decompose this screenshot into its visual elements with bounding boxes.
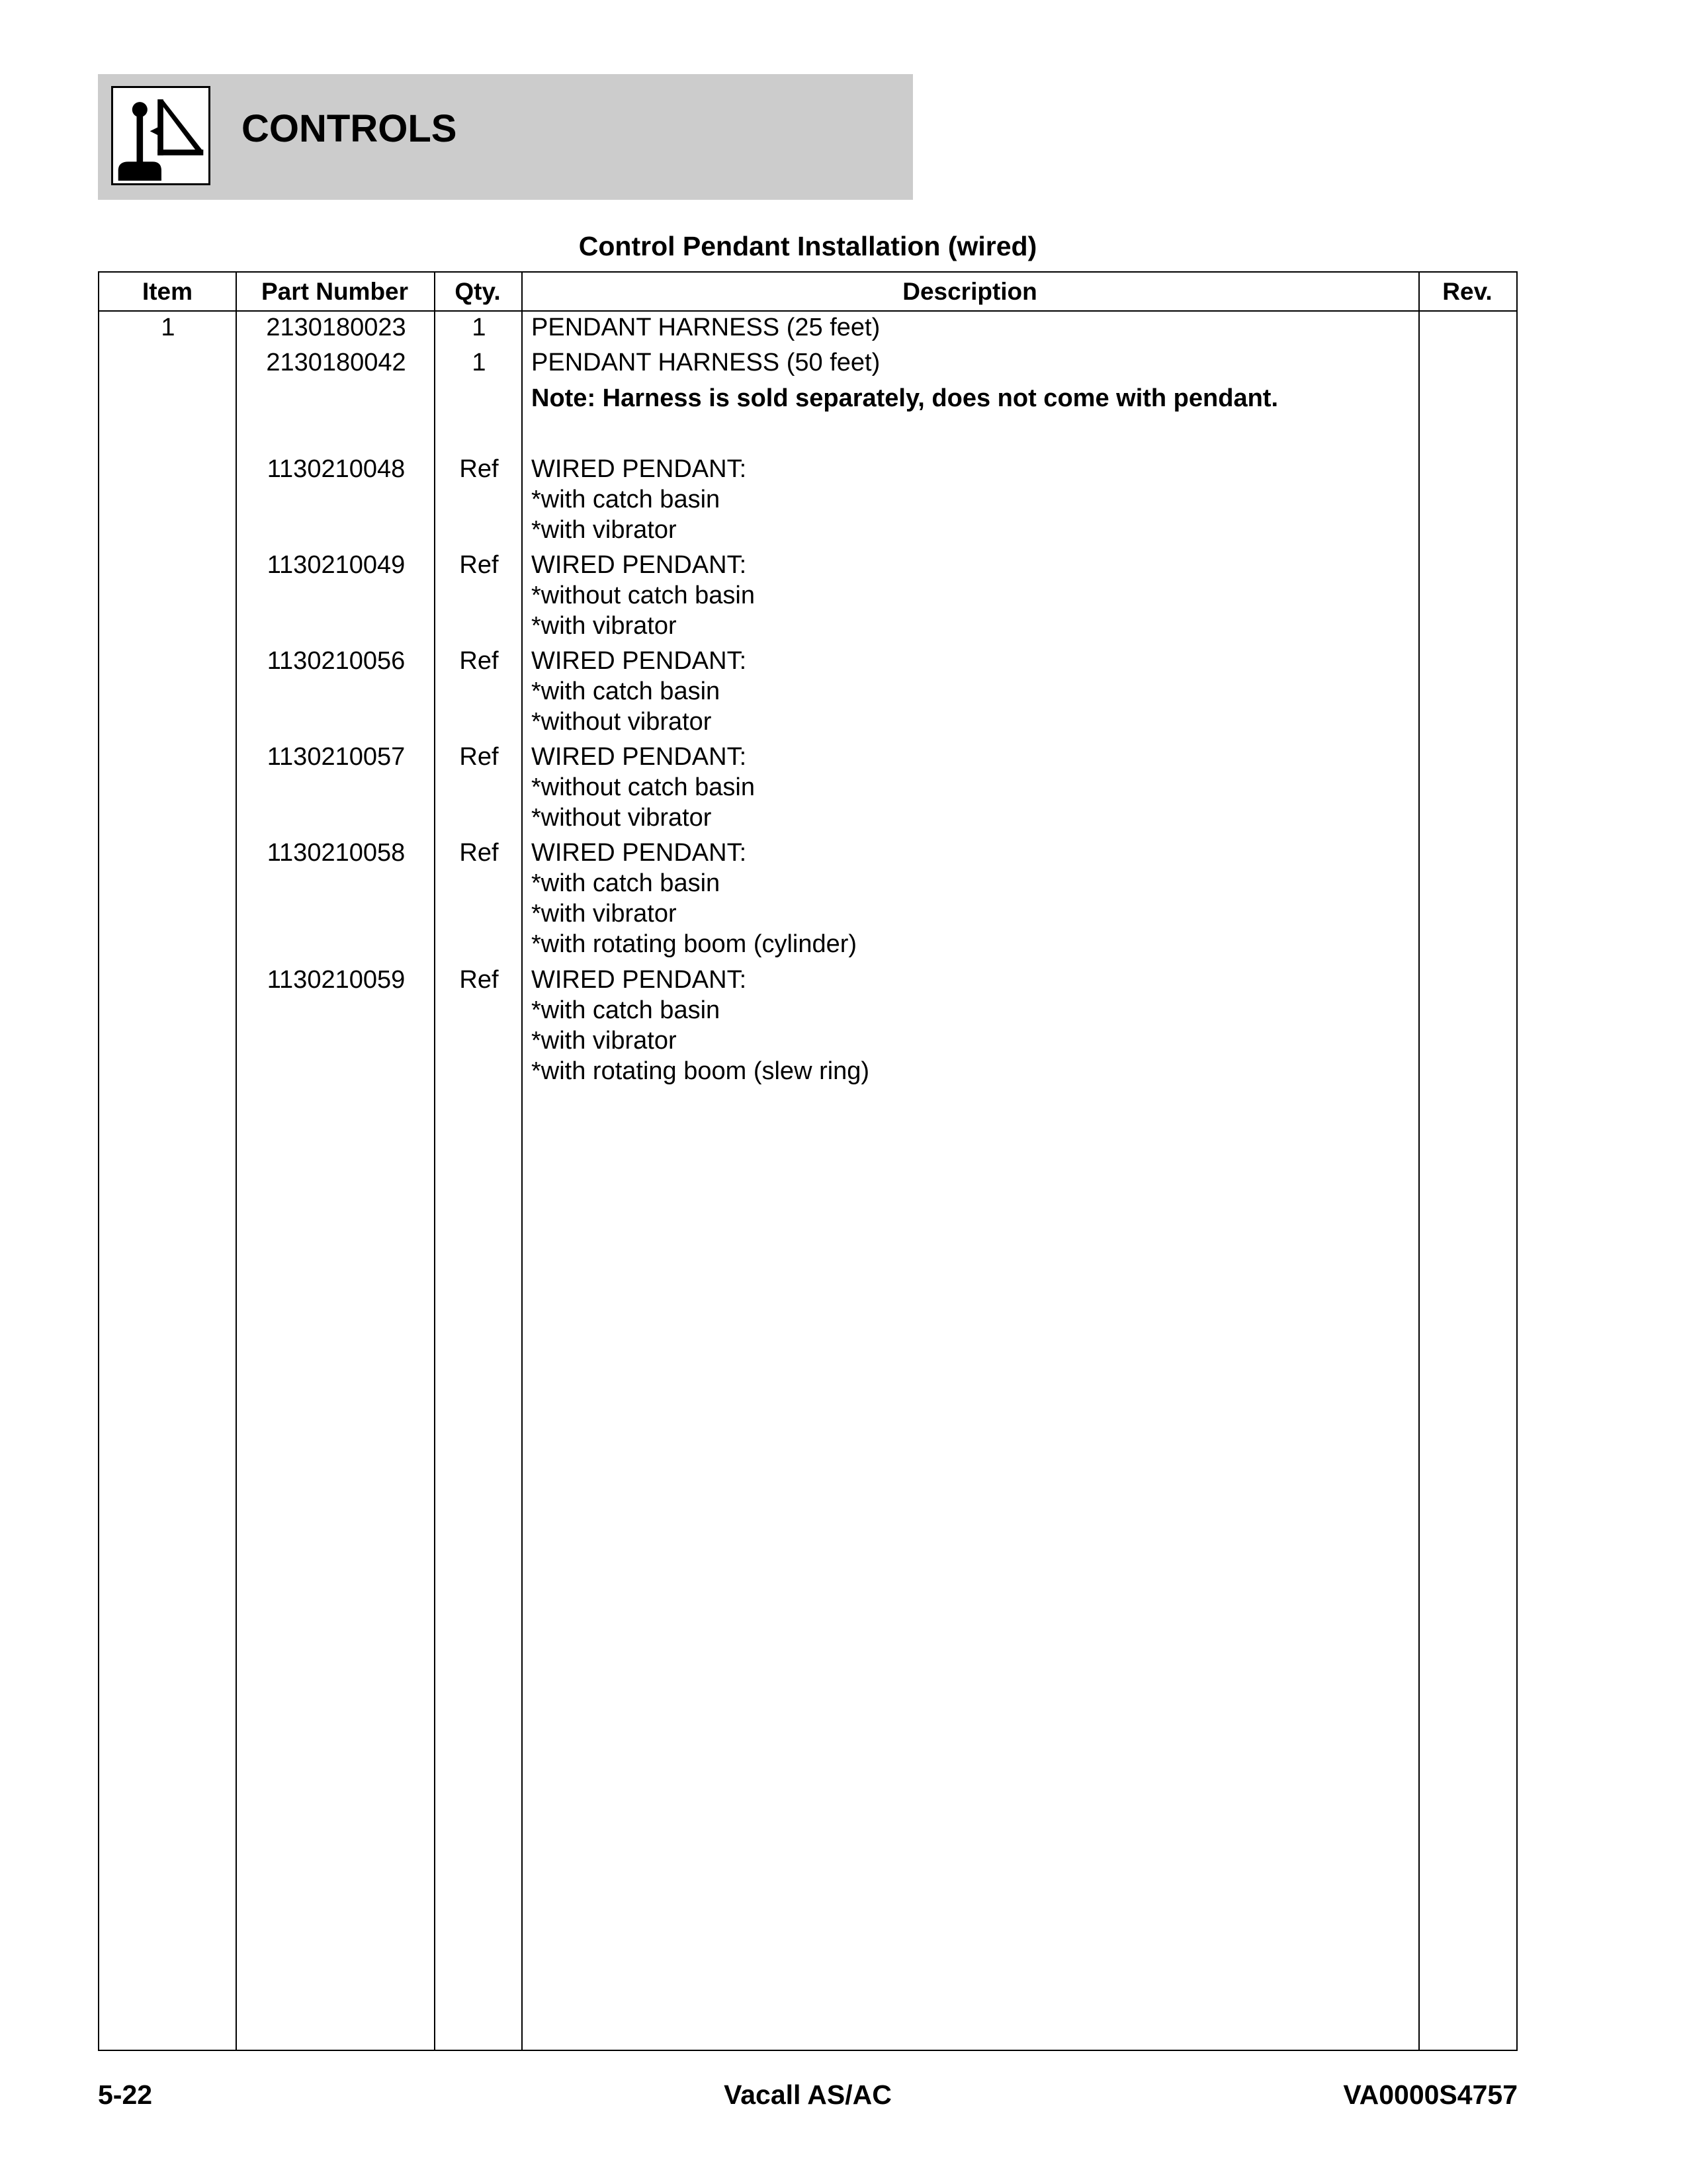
description-line: *with catch basin [531, 869, 720, 897]
description-line: *with vibrator [531, 516, 677, 544]
column-divider [1418, 273, 1420, 2050]
description-line: PENDANT HARNESS (50 feet) [531, 349, 881, 376]
description-line: *with rotating boom (cylinder) [531, 930, 857, 958]
description-line: *with vibrator [531, 612, 677, 640]
header-divider [99, 310, 1516, 312]
description-line: *with catch basin [531, 677, 720, 705]
row-part-number: 2130180023 [266, 314, 406, 341]
row-qty: 1 [472, 314, 486, 341]
section-header-band [98, 74, 913, 200]
description-line: WIRED PENDANT: [531, 551, 747, 579]
row-part-number: 1130210058 [267, 839, 406, 867]
row-item: 1 [161, 314, 175, 341]
description-line: *with vibrator [531, 1027, 677, 1055]
table-title: Control Pendant Installation (wired) [578, 231, 1037, 261]
row-qty: Ref [459, 551, 499, 579]
column-divider [236, 273, 237, 2050]
description-line: WIRED PENDANT: [531, 743, 747, 771]
description-line: *with catch basin [531, 996, 720, 1024]
description-line: WIRED PENDANT: [531, 455, 747, 483]
model-name: Vacall AS/AC [724, 2079, 892, 2110]
row-qty: Ref [459, 647, 499, 675]
row-description [531, 742, 1411, 833]
description-line: *with catch basin [531, 486, 720, 513]
row-part-number: 2130180042 [266, 349, 406, 376]
row-qty: 1 [472, 349, 486, 376]
row-description [531, 838, 1411, 959]
row-description [531, 965, 1411, 1086]
description-line: WIRED PENDANT: [531, 647, 747, 675]
header-part-number: Part Number [261, 278, 409, 305]
description-line: *with vibrator [531, 900, 677, 928]
description-line: WIRED PENDANT: [531, 839, 747, 867]
row-part-number: 1130210057 [267, 743, 406, 771]
header-description: Description [902, 278, 1037, 305]
description-line: PENDANT HARNESS (25 feet) [531, 314, 881, 341]
row-qty: Ref [459, 966, 499, 994]
document-id: VA0000S4757 [1343, 2079, 1518, 2110]
header-qty: Qty. [454, 278, 501, 305]
description-line: *without vibrator [531, 708, 712, 736]
row-part-number: 1130210059 [267, 966, 406, 994]
description-line: *with rotating boom (slew ring) [531, 1057, 870, 1085]
row-qty: Ref [459, 839, 499, 867]
description-line: WIRED PENDANT: [531, 966, 747, 994]
description-line: Note: Harness is sold separately, does not come with pendant. [531, 384, 1278, 412]
row-description [531, 550, 1411, 641]
header-item: Item [142, 278, 193, 305]
joystick-controls-icon [111, 86, 210, 185]
row-part-number: 1130210056 [267, 647, 406, 675]
section-title: CONTROLS [241, 107, 457, 150]
column-divider [521, 273, 523, 2050]
column-divider [434, 273, 435, 2050]
row-description [531, 312, 1411, 343]
description-line: *without vibrator [531, 804, 712, 832]
row-description [531, 646, 1411, 737]
row-part-number: 1130210049 [267, 551, 406, 579]
row-part-number: 1130210048 [267, 455, 406, 483]
header-rev: Rev. [1442, 278, 1492, 305]
parts-table [98, 271, 1518, 2051]
row-qty: Ref [459, 455, 499, 483]
description-line: *without catch basin [531, 773, 755, 801]
row-qty: Ref [459, 743, 499, 771]
row-description [531, 454, 1411, 545]
harness-note [531, 383, 1411, 414]
row-description [531, 347, 1411, 378]
description-line: *without catch basin [531, 582, 755, 609]
page-number: 5-22 [98, 2079, 153, 2110]
